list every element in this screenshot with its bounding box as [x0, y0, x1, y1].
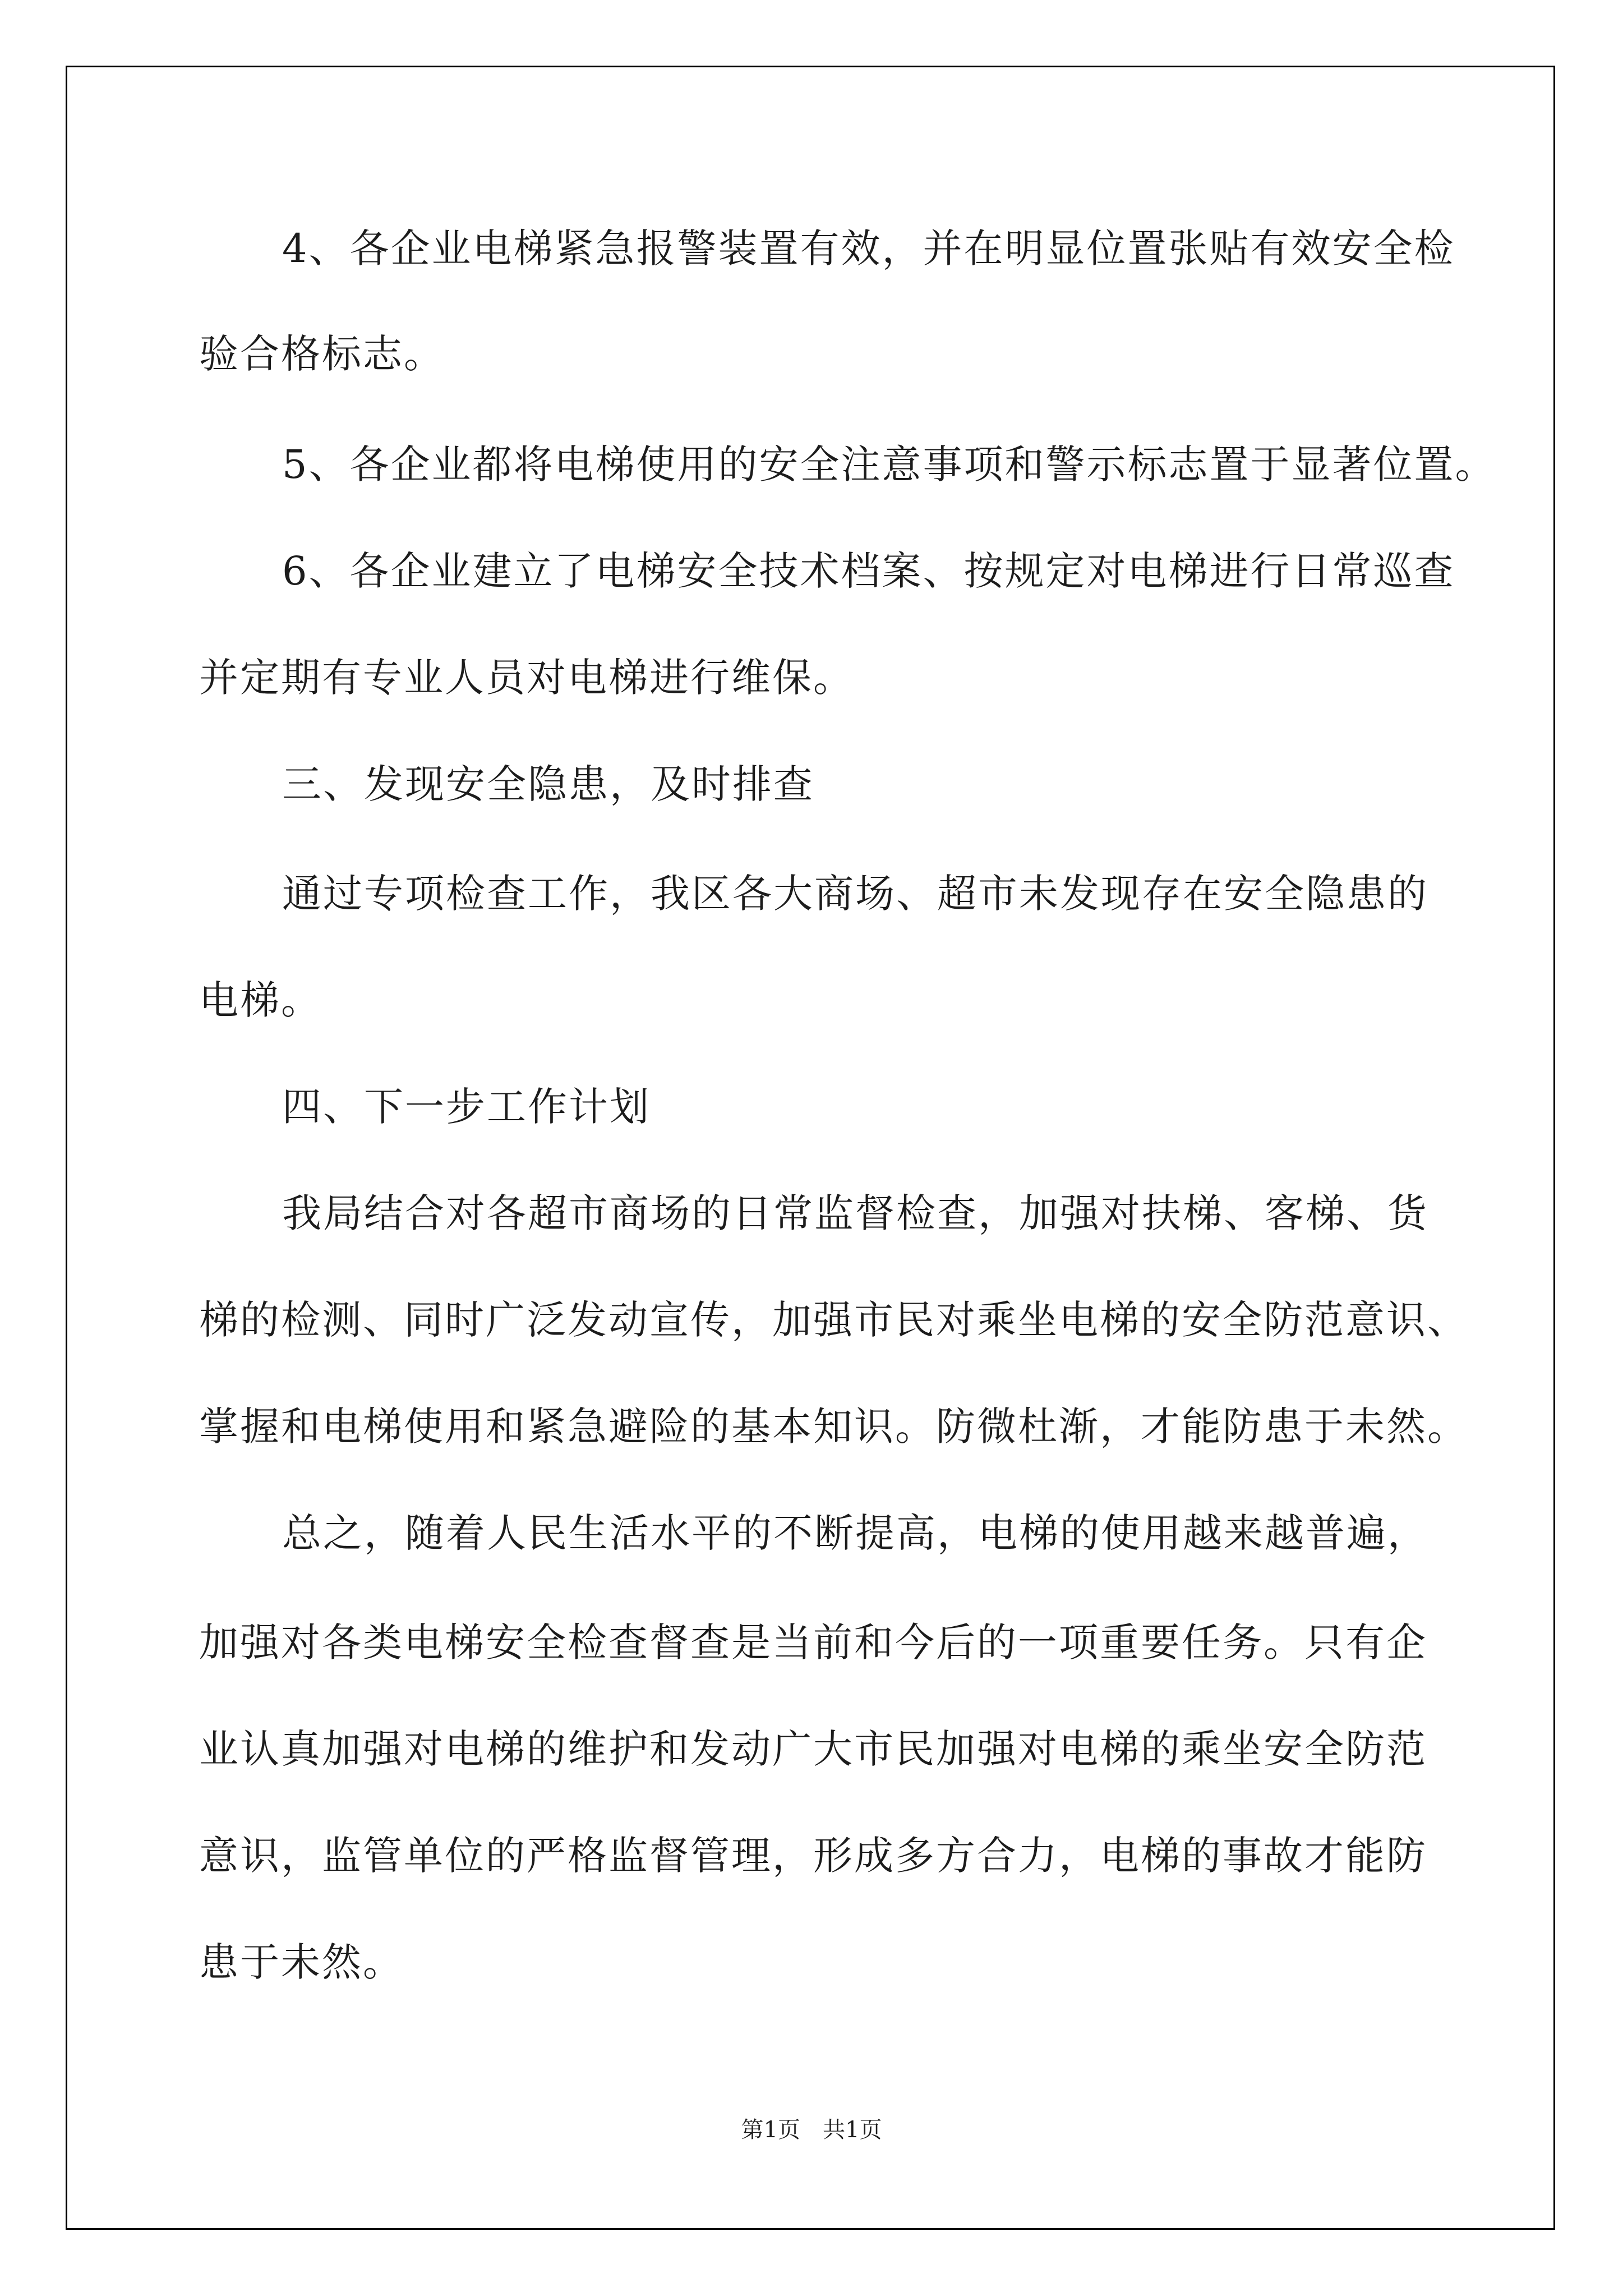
page-border	[66, 66, 1555, 2230]
paragraph-line: 通过专项检查工作，我区各大商场、超市未发现存在安全隐患的	[282, 871, 1428, 917]
section-heading: 四、下一步工作计划	[282, 1084, 651, 1130]
paragraph-line: 患于未然。	[199, 1939, 404, 1985]
paragraph-line: 6、各企业建立了电梯安全技术档案、按规定对电梯进行日常巡查	[282, 548, 1455, 594]
paragraph-line: 掌握和电梯使用和紧急避险的基本知识。防微杜渐，才能防患于未然。	[199, 1404, 1468, 1450]
section-heading: 三、发现安全隐患，及时排查	[282, 761, 814, 807]
paragraph-line: 加强对各类电梯安全检查督查是当前和今后的一项重要任务。只有企	[199, 1619, 1427, 1665]
paragraph-line: 并定期有专业人员对电梯进行维保。	[199, 655, 854, 701]
paragraph-line: 总之，随着人民生活水平的不断提高，电梯的使用越来越普遍，	[282, 1510, 1428, 1556]
paragraph-line: 意识，监管单位的严格监督管理，形成多方合力，电梯的事故才能防	[199, 1833, 1427, 1879]
paragraph-line: 我局结合对各超市商场的日常监督检查，加强对扶梯、客梯、货	[282, 1190, 1428, 1236]
paragraph-line: 电梯。	[199, 977, 322, 1023]
page-footer: 第1页 共1页	[741, 2117, 882, 2143]
paragraph-line: 5、各企业都将电梯使用的安全注意事项和警示标志置于显著位置。	[282, 441, 1496, 487]
paragraph-line: 4、各企业电梯紧急报警装置有效，并在明显位置张贴有效安全检	[282, 226, 1455, 272]
paragraph-line: 业认真加强对电梯的维护和发动广大市民加强对电梯的乘坐安全防范	[199, 1726, 1427, 1772]
paragraph-line: 梯的检测、同时广泛发动宣传，加强市民对乘坐电梯的安全防范意识、	[199, 1297, 1468, 1343]
paragraph-line: 验合格标志。	[199, 331, 445, 377]
